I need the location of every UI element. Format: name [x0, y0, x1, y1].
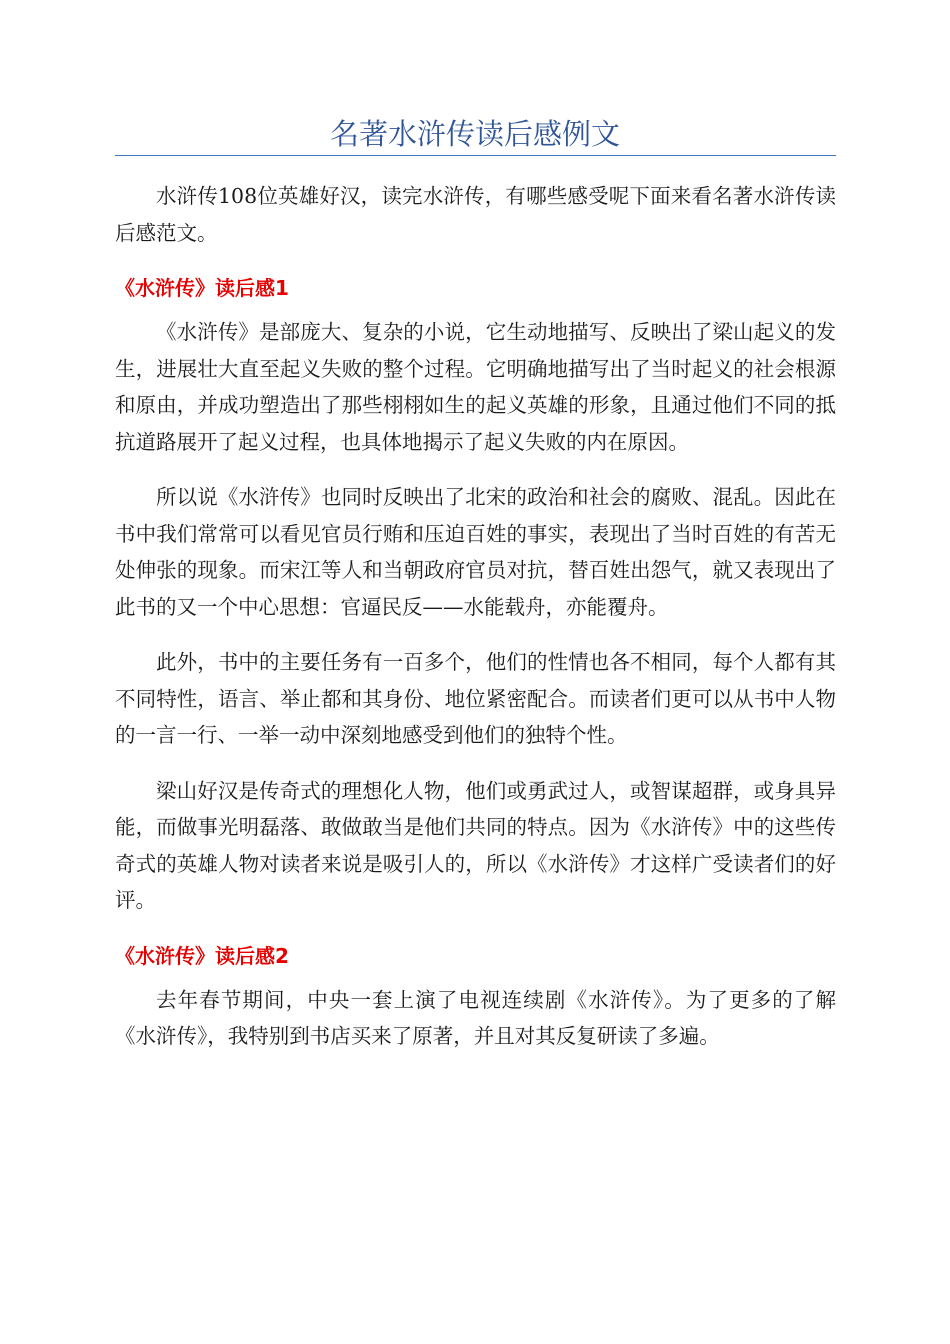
section-heading-2: 《水浒传》读后感2	[115, 943, 289, 968]
section-heading-1: 《水浒传》读后感1	[115, 276, 289, 300]
document-body	[115, 178, 836, 1074]
section-1-paragraph-4: 梁山好汉是传奇式的理想化人物，他们或勇武过人，或智谋超群，或身具异能，而做事光明磊落、敢做敢当是他们共同的特点。因为《水浒传》中的这些传奇式的英雄人物对读者来说是吸引人的，所以《水浒传》才这样广受读者们的好评。	[115, 778, 836, 912]
section-1-paragraph-3: 此外，书中的主要任务有一百多个，他们的性情也各不相同，每个人都有其不同特性，语言、举止都和其身份、地位紧密配合。而读者们更可以从书中人物的一言一行、一举一动中深刻地感受到他们的独特个性。	[115, 650, 836, 747]
title-underline	[115, 155, 836, 156]
section-1-paragraph-2: 所以说《水浒传》也同时反映出了北宋的政治和社会的腐败、混乱。因此在书中我们常常可以看见官员行贿和压迫百姓的事实，表现出了当时百姓的有苦无处伸张的现象。而宋江等人和当朝政府官员对抗，替百姓出怨气，就又表现出了此书的又一个中心思想：官逼民反——水能载舟，亦能覆舟。	[115, 485, 836, 619]
document-title: 名著水浒传读后感例文	[329, 117, 620, 151]
section-1-paragraph-1: 《水浒传》是部庞大、复杂的小说，它生动地描写、反映出了梁山起义的发生，进展壮大直至起义失败的整个过程。它明确地描写出了当时起义的社会根源和原由，并成功塑造出了那些栩栩如生的起义英雄的形象，且通过他们不同的抵抗道路展开了起义过程，也具体地揭示了起义失败的内在原因。	[115, 320, 836, 454]
intro-paragraph: 水浒传108位英雄好汉，读完水浒传，有哪些感受呢下面来看名著水浒传读后感范文。	[115, 184, 836, 245]
section-2-paragraph-1: 去年春节期间，中央一套上演了电视连续剧《水浒传》。为了更多的了解《水浒传》，我特别到书店买来了原著，并且对其反复研读了多遍。	[115, 987, 836, 1048]
